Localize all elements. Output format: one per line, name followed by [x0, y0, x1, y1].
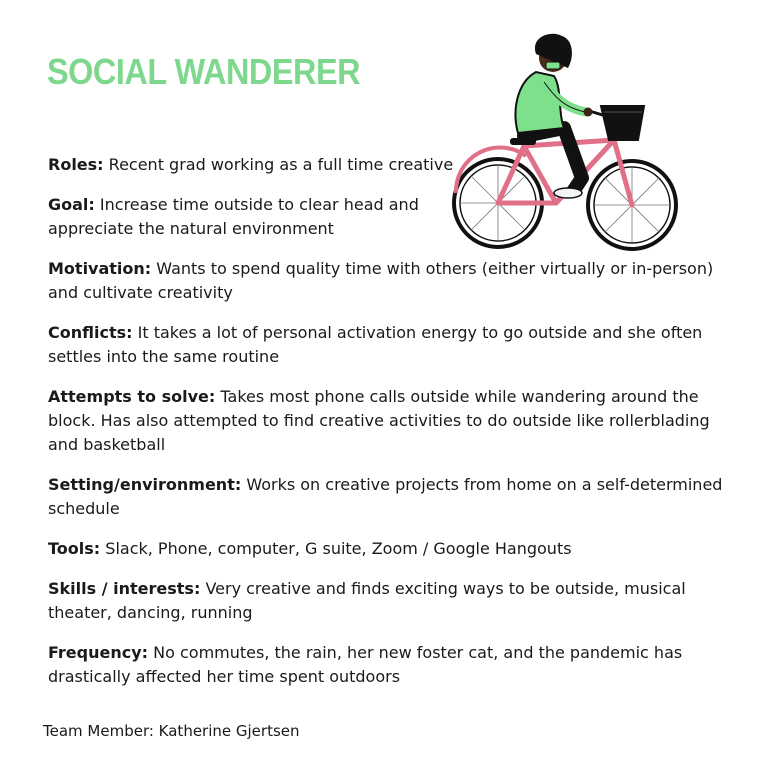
conflicts-text: It takes a lot of personal activation energy to go outside and she often settles into the same routine — [48, 323, 703, 366]
goal-label: Goal: — [48, 195, 95, 214]
roles-section — [48, 153, 453, 177]
skills-text: Very creative and finds exciting ways to be outside, musical theater, dancing, running — [48, 579, 686, 622]
motivation-section — [48, 257, 728, 305]
motivation-label: Motivation: — [48, 259, 152, 278]
roles-text: Recent grad working as a full time creative — [108, 155, 454, 174]
setting-label: Setting/environment: — [48, 475, 242, 494]
page-title: SOCIAL WANDERER — [47, 51, 361, 92]
attempts-section — [48, 385, 728, 457]
attempts-label: Attempts to solve: — [48, 387, 216, 406]
setting-section — [48, 473, 728, 521]
conflicts-section — [48, 321, 728, 369]
goal-section — [48, 193, 428, 241]
frequency-text: No commutes, the rain, her new foster cat, and the pandemic has drastically affected her time spent outdoors — [48, 643, 683, 686]
woman-riding-bicycle-icon — [446, 28, 682, 254]
tools-section — [48, 537, 728, 561]
setting-text: Works on creative projects from home on a self-determined schedule — [48, 475, 723, 518]
motivation-text: Wants to spend quality time with others (either virtually or in-person) and cultivate creativity — [48, 259, 714, 302]
frequency-label: Frequency: — [48, 643, 149, 662]
skills-label: Skills / interests: — [48, 579, 201, 598]
basket-icon — [601, 106, 644, 140]
skills-section — [48, 577, 728, 625]
tools-text: Slack, Phone, computer, G suite, Zoom / Google Hangouts — [105, 539, 572, 558]
tools-label: Tools: — [48, 539, 101, 558]
attempts-text: Takes most phone calls outside while wandering around the block. Has also attempted to find creative activities to do outside like rollerblading and basketball — [48, 387, 710, 454]
conflicts-label: Conflicts: — [48, 323, 133, 342]
frequency-section — [48, 641, 728, 689]
roles-label: Roles: — [48, 155, 104, 174]
team-member-credit: Team Member: Katherine Gjertsen — [43, 722, 300, 740]
goal-text: Increase time outside to clear head and appreciate the natural environment — [48, 195, 419, 238]
